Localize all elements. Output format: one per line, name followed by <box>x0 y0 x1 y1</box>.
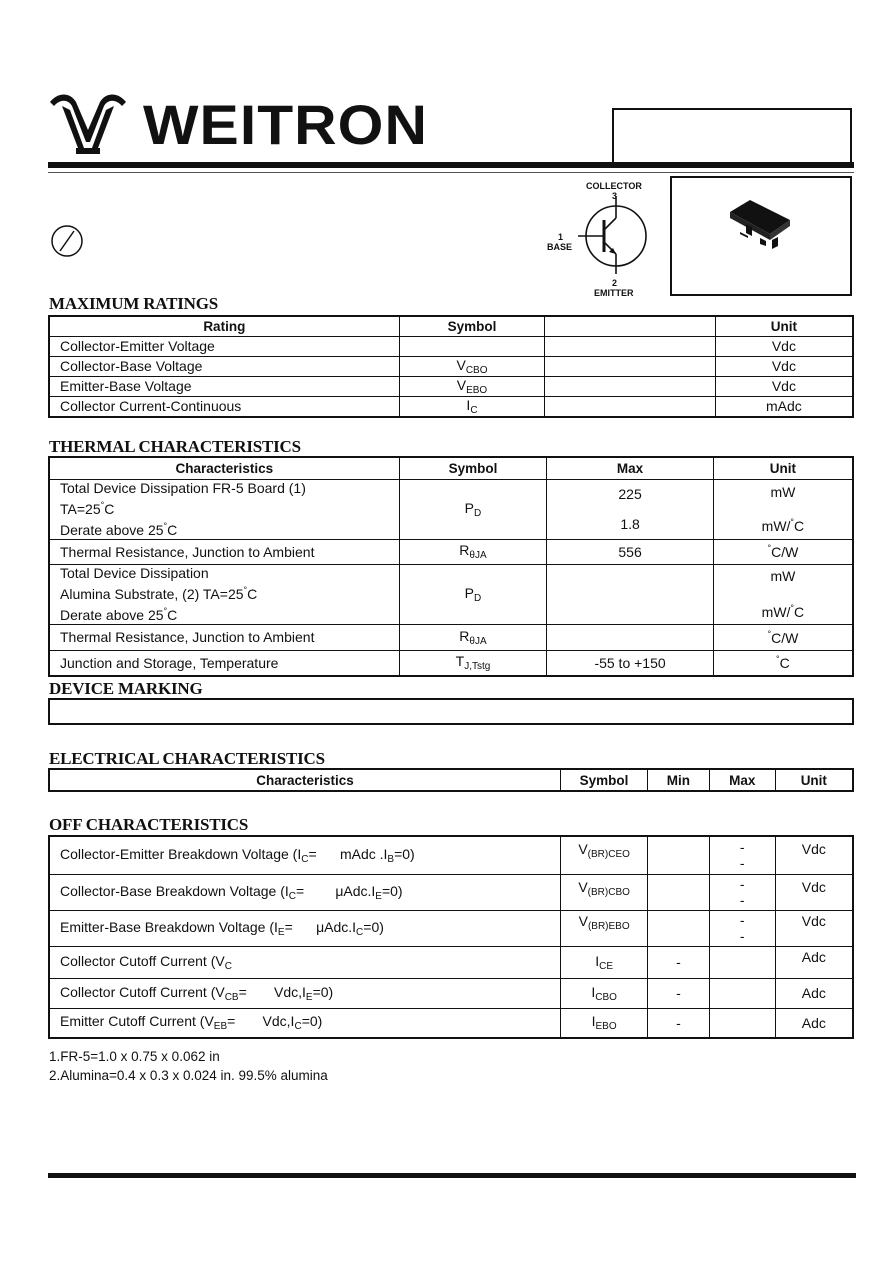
value-cell <box>545 356 715 376</box>
unit-cell: mAdc <box>715 396 853 417</box>
table-row <box>49 479 853 539</box>
emitter-pin-number: 2 <box>612 278 618 288</box>
characteristic-cell: Collector-Base Breakdown Voltage ($I_C=$ $\mu Adc.I_E=0$) <box>49 874 561 910</box>
maximum-ratings-title: MAXIMUM RATINGS <box>49 294 219 313</box>
characteristic-cell: Thermal Resistance, Junction to Ambient <box>49 539 399 564</box>
characteristic-cell: Junction and Storage, Temperature <box>49 650 399 676</box>
header-thin-rule <box>48 172 854 173</box>
symbol-cell: $P_D$ <box>399 479 547 539</box>
max-cell: - - <box>709 910 775 946</box>
symbol-cell: $V_{CBO}$ <box>399 356 545 376</box>
table-row <box>49 836 853 874</box>
column-header-rating: Rating <box>49 316 399 336</box>
symbol-cell <box>399 336 545 356</box>
slashed-circle-icon <box>50 224 84 263</box>
column-header-value <box>545 316 715 336</box>
min-cell: - <box>648 1008 710 1038</box>
max-cell: 225 1.8 <box>547 479 714 539</box>
unit-cell: Vdc <box>775 874 853 910</box>
symbol-cell: $R_{\theta JA}$ <box>399 624 547 650</box>
unit-cell: Vdc <box>715 336 853 356</box>
emitter-label: EMITTER <box>594 288 634 298</box>
column-header-symbol: Symbol <box>561 769 648 791</box>
device-marking-title: DEVICE MARKING <box>49 679 203 698</box>
table-row <box>49 978 853 1008</box>
symbol-cell: $V_{EBO}$ <box>399 376 545 396</box>
table-row <box>49 356 853 376</box>
brand-name: WEITRON <box>143 93 428 156</box>
max-cell: 556 <box>547 539 714 564</box>
collector-pin-number: 3 <box>612 191 618 201</box>
maximum-ratings-table <box>48 315 854 418</box>
characteristic-cell: Emitter-Base Breakdown Voltage ($I_E=$ $\mu Adc.I_C=0$) <box>49 910 561 946</box>
column-header-unit: Unit <box>775 769 853 791</box>
footnote-1: 1.FR-5=1.0 x 0.75 x 0.062 in <box>49 1049 220 1064</box>
rating-cell: Collector-Emitter Voltage <box>49 336 399 356</box>
table-header-row <box>49 769 853 791</box>
unit-cell: Vdc <box>775 836 853 874</box>
symbol-cell: $V_{(BR)EBO}$ <box>561 910 648 946</box>
table-row <box>49 564 853 624</box>
rating-cell: Emitter-Base Voltage <box>49 376 399 396</box>
max-cell: -55 to +150 <box>547 650 714 676</box>
characteristic-cell: Total Device Dissipation FR-5 Board (1) TA=25°C Derate above 25°C <box>49 479 399 539</box>
max-cell <box>547 624 714 650</box>
column-header-max: Max <box>547 457 714 479</box>
unit-cell: Vdc <box>775 910 853 946</box>
max-cell <box>709 1008 775 1038</box>
symbol-cell: $I_C$ <box>399 396 545 417</box>
table-row <box>49 376 853 396</box>
value-cell <box>545 396 715 417</box>
characteristic-cell: Thermal Resistance, Junction to Ambient <box>49 624 399 650</box>
unit-cell: °C/W <box>713 624 853 650</box>
max-cell <box>709 978 775 1008</box>
table-header-row <box>49 457 853 479</box>
table-row <box>49 396 853 417</box>
thermal-characteristics-title: THERMAL CHARACTERISTICS <box>49 437 301 456</box>
weitron-logo-icon <box>48 90 128 160</box>
symbol-cell: $R_{\theta JA}$ <box>399 539 547 564</box>
characteristic-cell: Collector Cutoff Current ($V_C$ <box>49 946 561 978</box>
symbol-cell: $I_{CBO}$ <box>561 978 648 1008</box>
unit-cell: Adc <box>775 978 853 1008</box>
symbol-cell: $I_{EBO}$ <box>561 1008 648 1038</box>
min-cell <box>648 836 710 874</box>
max-cell <box>547 564 714 624</box>
base-pin-number: 1 <box>558 232 564 242</box>
base-label: BASE <box>547 242 573 252</box>
symbol-cell: $I_{CE}$ <box>561 946 648 978</box>
max-cell: - - <box>709 874 775 910</box>
column-header-min: Min <box>647 769 709 791</box>
characteristic-cell: Collector-Emitter Breakdown Voltage ($I_C=$ mAdc $.I_B=0$) <box>49 836 561 874</box>
symbol-cell: $T_{J,Tstg}$ <box>399 650 547 676</box>
column-header-symbol: Symbol <box>399 316 545 336</box>
unit-cell: Vdc <box>715 356 853 376</box>
min-cell: - <box>648 978 710 1008</box>
unit-cell: Vdc <box>715 376 853 396</box>
symbol-cell: $V_{(BR)CEO}$ <box>561 836 648 874</box>
value-cell <box>545 336 715 356</box>
unit-cell: mW mW/°C <box>713 479 853 539</box>
electrical-characteristics-title: ELECTRICAL CHARACTERISTICS <box>49 749 325 768</box>
column-header-characteristics: Characteristics <box>49 769 561 791</box>
table-row <box>49 1008 853 1038</box>
device-marking-box <box>48 698 854 725</box>
rating-cell: Collector Current-Continuous <box>49 396 399 417</box>
table-row <box>49 946 853 978</box>
table-row <box>49 650 853 676</box>
footnote-2: 2.Alumina=0.4 x 0.3 x 0.024 in. 99.5% alumina <box>49 1068 328 1083</box>
header-rule <box>48 162 854 168</box>
table-header-row <box>49 316 853 336</box>
characteristic-cell: Collector Cutoff Current ($V_{CB}=$ $Vdc,I_E=0$) <box>49 978 561 1008</box>
column-header-symbol: Symbol <box>399 457 547 479</box>
off-characteristics-title: OFF CHARACTERISTICS <box>49 815 249 834</box>
unit-cell: Adc <box>775 1008 853 1038</box>
unit-cell: °C/W <box>713 539 853 564</box>
min-cell <box>648 874 710 910</box>
table-row <box>49 539 853 564</box>
unit-cell: °C <box>713 650 853 676</box>
table-row <box>49 336 853 356</box>
value-cell <box>545 376 715 396</box>
column-header-max: Max <box>709 769 775 791</box>
max-cell: - - <box>709 836 775 874</box>
table-row <box>49 874 853 910</box>
characteristic-cell: Total Device Dissipation Alumina Substrate, (2) TA=25°C Derate above 25°C <box>49 564 399 624</box>
footer-rule <box>48 1173 856 1178</box>
collector-label: COLLECTOR <box>586 181 642 191</box>
electrical-characteristics-header-table <box>48 768 854 792</box>
column-header-characteristics: Characteristics <box>49 457 399 479</box>
table-row <box>49 624 853 650</box>
max-cell <box>709 946 775 978</box>
package-box <box>670 176 852 296</box>
part-number-box <box>612 108 852 162</box>
thermal-characteristics-table <box>48 456 854 677</box>
min-cell <box>648 910 710 946</box>
table-row <box>49 910 853 946</box>
characteristic-cell: Emitter Cutoff Current ($V_{EB}=$ $Vdc,I_C=0$) <box>49 1008 561 1038</box>
column-header-unit: Unit <box>715 316 853 336</box>
unit-cell: Adc <box>775 946 853 978</box>
min-cell: - <box>648 946 710 978</box>
column-header-unit: Unit <box>713 457 853 479</box>
rating-cell: Collector-Base Voltage <box>49 356 399 376</box>
symbol-cell: $P_D$ <box>399 564 547 624</box>
symbol-cell: $V_{(BR)CBO}$ <box>561 874 648 910</box>
sot-23-package-icon <box>726 194 796 255</box>
unit-cell: mW mW/°C <box>713 564 853 624</box>
off-characteristics-table <box>48 835 854 1039</box>
npn-transistor-icon <box>578 196 650 279</box>
